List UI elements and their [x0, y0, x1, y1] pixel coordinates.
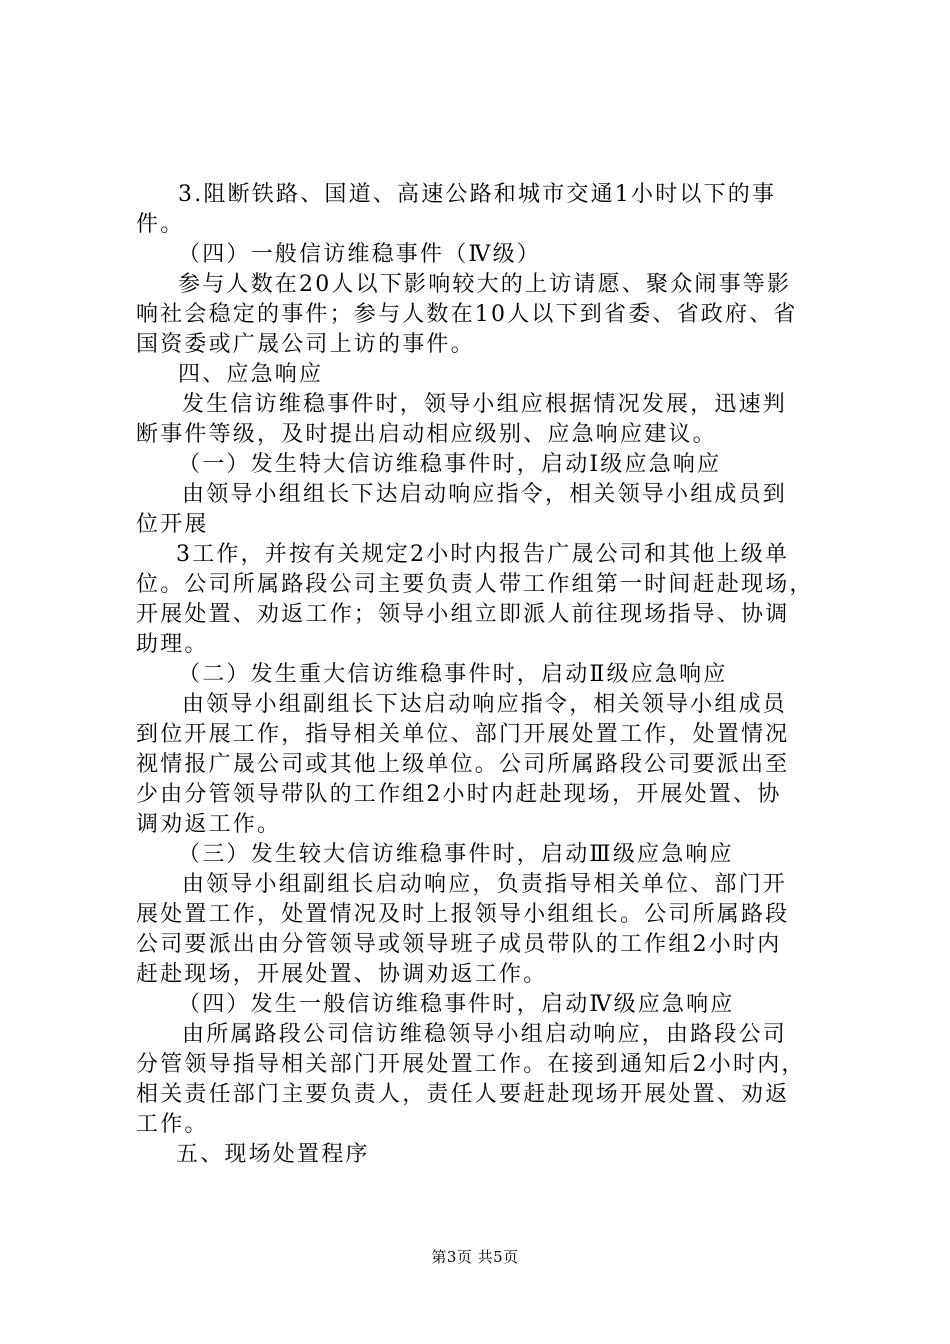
text-line: 件。 [136, 212, 185, 237]
text-line: 由领导小组组长下达启动响应指令，相关领导小组成员到 [182, 482, 788, 507]
text-line: 断事件等级，及时提出启动相应级别、应急响应建议。 [136, 422, 717, 447]
section-heading: 四、应急响应 [178, 362, 324, 387]
text-line: 展处置工作，处置情况及时上报领导小组组长。公司所属路段 [136, 902, 790, 927]
text-line: 位。公司所属路段公司主要负责人带工作组第一时间赶赴现场， [136, 572, 814, 597]
text-line: 由领导小组副组长下达启动响应指令，相关领导小组成员 [182, 692, 788, 717]
section-heading: 五、现场处置程序 [176, 1142, 370, 1167]
text-line: 响社会稳定的事件；参与人数在10人以下到省委、省政府、省 [136, 302, 798, 327]
text-line: 3.阻断铁路、国道、高速公路和城市交通1小时以下的事 [178, 182, 777, 207]
text-line: 开展处置、劝返工作；领导小组立即派人前往现场指导、协调 [136, 602, 790, 627]
text-line: 公司要派出由分管领导或领导班子成员带队的工作组2小时内 [136, 932, 782, 957]
text-line: 由领导小组副组长启动响应，负责指导相关单位、部门开 [182, 872, 788, 897]
section-heading: （一）发生特大信访维稳事件时，启动Ⅰ级应急响应 [178, 452, 722, 477]
text-line: 国资委或广晟公司上访的事件。 [136, 332, 475, 357]
text-line: 少由分管领导带队的工作组2小时内赶赴现场，开展处置、协 [136, 782, 782, 807]
section-heading: （三）发生较大信访维稳事件时，启动Ⅲ级应急响应 [178, 842, 734, 867]
section-heading: （四）一般信访维稳事件（Ⅳ级） [178, 242, 541, 267]
page-footer: 第3页 共5页 [431, 1248, 519, 1266]
text-line: 工作。 [136, 1112, 209, 1137]
text-line: 视情报广晟公司或其他上级单位。公司所属路段公司要派出至 [136, 752, 790, 777]
text-line: 到位开展工作，指导相关单位、部门开展处置工作，处置情况 [136, 722, 790, 747]
text-line: 发生信访维稳事件时，领导小组应根据情况发展，迅速判 [182, 392, 788, 417]
text-line: 赶赴现场，开展处置、协调劝返工作。 [136, 962, 548, 987]
text-line: 调劝返工作。 [136, 812, 282, 837]
text-line: 助理。 [136, 632, 209, 657]
text-line: 位开展 [136, 512, 209, 537]
text-line: 分管领导指导相关部门开展处置工作。在接到通知后2小时内， [136, 1052, 806, 1077]
section-heading: （四）发生一般信访维稳事件时，启动Ⅳ级应急响应 [178, 992, 735, 1017]
text-line: 参与人数在20人以下影响较大的上访请愿、聚众闹事等影 [178, 272, 792, 297]
text-line: 由所属路段公司信访维稳领导小组启动响应，由路段公司 [182, 1022, 788, 1047]
text-line: 相关责任部门主要负责人，责任人要赶赴现场开展处置、劝返 [136, 1082, 790, 1107]
text-line: 3工作，并按有关规定2小时内报告广晟公司和其他上级单 [176, 542, 790, 567]
section-heading: （二）发生重大信访维稳事件时，启动Ⅱ级应急响应 [178, 662, 728, 687]
